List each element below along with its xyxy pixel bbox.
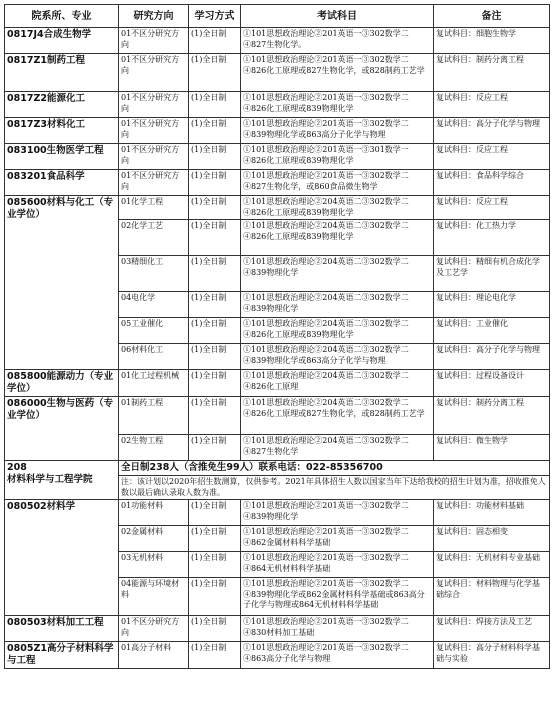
remarks-cell: 复试科目：制药分离工程 — [434, 397, 550, 435]
table-header-row — [5, 5, 550, 28]
study-mode-cell: (1)全日制 — [189, 370, 241, 397]
major-cell: 0805Z1高分子材料科学与工程 — [5, 642, 119, 669]
exam-subjects-cell: ①101思想政治理论②201英语一③302数学二④839物理化学 — [241, 500, 434, 526]
direction-cell: 01不区分研究方向 — [119, 144, 189, 170]
direction-cell: 02金属材料 — [119, 526, 189, 552]
study-mode-cell: (1)全日制 — [189, 397, 241, 435]
direction-cell: 01制药工程 — [119, 397, 189, 435]
major-cell: 0817J4合成生物学 — [5, 28, 119, 54]
major-cell: 086000生物与医药（专业学位） — [5, 397, 119, 461]
exam-subjects-cell: ①101思想政治理论②201英语一③302数学二④830材料加工基础 — [241, 616, 434, 642]
study-mode-cell: (1)全日制 — [189, 144, 241, 170]
exam-subjects-cell: ①101思想政治理论②204英语二③302数学二④839物理化学或863高分子化学与物理 — [241, 344, 434, 370]
study-mode-cell: (1)全日制 — [189, 256, 241, 292]
direction-cell: 04能源与环境材料 — [119, 578, 189, 616]
exam-subjects-cell: ①101思想政治理论②204英语二③302数学二④839物理化学 — [241, 256, 434, 292]
exam-subjects-cell: ①101思想政治理论②201英语一③302数学二④839物理化学或863高分子化学与物理 — [241, 118, 434, 144]
study-mode-cell: (1)全日制 — [189, 578, 241, 616]
header-remarks: 备注 — [434, 5, 550, 28]
exam-subjects-cell: ①101思想政治理论②201英语一③302数学二④862金属材料科学基础 — [241, 526, 434, 552]
remarks-cell: 复试科目：微生物学 — [434, 435, 550, 461]
direction-cell: 01不区分研究方向 — [119, 170, 189, 196]
direction-cell: 02生物工程 — [119, 435, 189, 461]
major-cell: 083100生物医学工程 — [5, 144, 119, 170]
remarks-cell: 复试科目：制药分离工程 — [434, 54, 550, 92]
exam-subjects-cell: ①101思想政治理论②201英语一③302数学二④864无机材料科学基础 — [241, 552, 434, 578]
major-cell: 083201食品科学 — [5, 170, 119, 196]
study-mode-cell: (1)全日制 — [189, 292, 241, 318]
exam-subjects-cell: ①101思想政治理论②204英语二③302数学二④826化工原理或839物理化学 — [241, 318, 434, 344]
remarks-cell: 复试科目：理论电化学 — [434, 292, 550, 318]
table-row — [5, 92, 550, 118]
study-mode-cell: (1)全日制 — [189, 92, 241, 118]
exam-subjects-cell: ①101思想政治理论②201英语一③301数学一④826化工原理或839物理化学 — [241, 144, 434, 170]
remarks-cell: 复试科目：反应工程 — [434, 92, 550, 118]
remarks-cell: 复试科目：过程设备设计 — [434, 370, 550, 397]
remarks-cell: 复试科目：高分子材料科学基础与实验 — [434, 642, 550, 669]
study-mode-cell: (1)全日制 — [189, 642, 241, 669]
exam-subjects-cell: ①101思想政治理论②201英语一③302数学二④839物理化学或862金属材料科学基础或863高分子化学与物理或864无机材料科学基础 — [241, 578, 434, 616]
table-row — [5, 170, 550, 196]
exam-subjects-cell: ①101思想政治理论②204英语二③302数学二④826化工原理或839物理化学 — [241, 220, 434, 256]
remarks-cell: 复试科目：焊接方法及工艺 — [434, 616, 550, 642]
remarks-cell: 复试科目：固态相变 — [434, 526, 550, 552]
table-row — [5, 616, 550, 642]
table-row — [5, 144, 550, 170]
direction-cell: 01不区分研究方向 — [119, 54, 189, 92]
enrollment-table — [4, 4, 550, 669]
header-study-mode: 学习方式 — [189, 5, 241, 28]
direction-cell: 03无机材料 — [119, 552, 189, 578]
major-cell: 080503材料加工工程 — [5, 616, 119, 642]
school-headline: 全日制238人（含推免生99人）联系电话：022-85356700 — [119, 461, 550, 476]
direction-cell: 01不区分研究方向 — [119, 616, 189, 642]
exam-subjects-cell: ①101思想政治理论②201英语一③302数学二④863高分子化学与物理 — [241, 642, 434, 669]
school-row — [5, 461, 550, 476]
study-mode-cell: (1)全日制 — [189, 118, 241, 144]
school-name: 材料科学与工程学院 — [7, 474, 93, 485]
study-mode-cell: (1)全日制 — [189, 220, 241, 256]
table-row — [5, 642, 550, 669]
direction-cell: 05工业催化 — [119, 318, 189, 344]
remarks-cell: 复试科目：无机材料专业基础 — [434, 552, 550, 578]
study-mode-cell: (1)全日制 — [189, 28, 241, 54]
direction-cell: 01不区分研究方向 — [119, 118, 189, 144]
direction-cell: 06材料化工 — [119, 344, 189, 370]
study-mode-cell: (1)全日制 — [189, 344, 241, 370]
table-row — [5, 28, 550, 54]
remarks-cell: 复试科目：细胞生物学 — [434, 28, 550, 54]
major-cell: 085600材料与化工（专业学位） — [5, 196, 119, 370]
study-mode-cell: (1)全日制 — [189, 54, 241, 92]
major-cell: 0817Z3材料化工 — [5, 118, 119, 144]
remarks-cell: 复试科目：反应工程 — [434, 144, 550, 170]
direction-cell: 01功能材料 — [119, 500, 189, 526]
direction-cell: 02化学工艺 — [119, 220, 189, 256]
direction-cell: 01不区分研究方向 — [119, 92, 189, 118]
direction-cell: 04电化学 — [119, 292, 189, 318]
table-row — [5, 500, 550, 526]
table-row — [5, 370, 550, 397]
header-exam-subjects: 考试科目 — [241, 5, 434, 28]
header-research-direction: 研究方向 — [119, 5, 189, 28]
study-mode-cell: (1)全日制 — [189, 500, 241, 526]
table-body-chemical — [5, 28, 550, 461]
study-mode-cell: (1)全日制 — [189, 435, 241, 461]
direction-cell: 03精细化工 — [119, 256, 189, 292]
table-row — [5, 54, 550, 92]
direction-cell: 01化工过程机械 — [119, 370, 189, 397]
remarks-cell: 复试科目：高分子化学与物理 — [434, 118, 550, 144]
school-block — [5, 461, 550, 500]
major-cell: 0817Z1制药工程 — [5, 54, 119, 92]
remarks-cell: 复试科目：材料物理与化学基础综合 — [434, 578, 550, 616]
exam-subjects-cell: ①101思想政治理论②204英语二③302数学二④839物理化学 — [241, 292, 434, 318]
exam-subjects-cell: ①101思想政治理论②201英语一③302数学二④826化工原理或839物理化学 — [241, 92, 434, 118]
remarks-cell: 复试科目：化工热力学 — [434, 220, 550, 256]
study-mode-cell: (1)全日制 — [189, 616, 241, 642]
remarks-cell: 复试科目：工业催化 — [434, 318, 550, 344]
study-mode-cell: (1)全日制 — [189, 552, 241, 578]
exam-subjects-cell: ①101思想政治理论②204英语二③302数学二④826化工原理 — [241, 370, 434, 397]
direction-cell: 01化学工程 — [119, 196, 189, 220]
remarks-cell: 复试科目：功能材料基础 — [434, 500, 550, 526]
remarks-cell: 复试科目：食品科学综合 — [434, 170, 550, 196]
table-row — [5, 397, 550, 435]
table-row — [5, 196, 550, 220]
direction-cell: 01不区分研究方向 — [119, 28, 189, 54]
major-cell: 080502材料学 — [5, 500, 119, 616]
exam-subjects-cell: ①101思想政治理论②201英语一③302数学二④827生物化学，或860食品微生物学 — [241, 170, 434, 196]
direction-cell: 01高分子材料 — [119, 642, 189, 669]
school-note: 注：该计划以2020年招生数测算，仅供参考。2021年具体招生人数以国家当年下达给我校的招生计划为准，招收推免人数以最后确认录取人数为准。 — [119, 476, 550, 500]
table-body-materials — [5, 500, 550, 669]
remarks-cell: 复试科目：精细有机合成化学及工艺学 — [434, 256, 550, 292]
remarks-cell: 复试科目：反应工程 — [434, 196, 550, 220]
exam-subjects-cell: ①101思想政治理论②204英语二③302数学二④826化工原理或839物理化学 — [241, 196, 434, 220]
school-code: 208 — [7, 462, 27, 473]
school-cell — [5, 461, 119, 500]
exam-subjects-cell: ①101思想政治理论②204英语二③302数学二④827生物化学 — [241, 435, 434, 461]
major-cell: 0817Z2能源化工 — [5, 92, 119, 118]
study-mode-cell: (1)全日制 — [189, 526, 241, 552]
exam-subjects-cell: ①101思想政治理论②204英语二③302数学二④826化工原理或827生物化学，或828制药工艺学 — [241, 397, 434, 435]
exam-subjects-cell: ①101思想政治理论②201英语一③302数学二④826化工原理或827生物化学，或828制药工艺学 — [241, 54, 434, 92]
study-mode-cell: (1)全日制 — [189, 170, 241, 196]
remarks-cell: 复试科目：高分子化学与物理 — [434, 344, 550, 370]
exam-subjects-cell: ①101思想政治理论②201英语一③302数学二④827生物化学。 — [241, 28, 434, 54]
study-mode-cell: (1)全日制 — [189, 318, 241, 344]
major-cell: 085800能源动力（专业学位） — [5, 370, 119, 397]
table-row — [5, 118, 550, 144]
header-department: 院系所、专业 — [5, 5, 119, 28]
study-mode-cell: (1)全日制 — [189, 196, 241, 220]
